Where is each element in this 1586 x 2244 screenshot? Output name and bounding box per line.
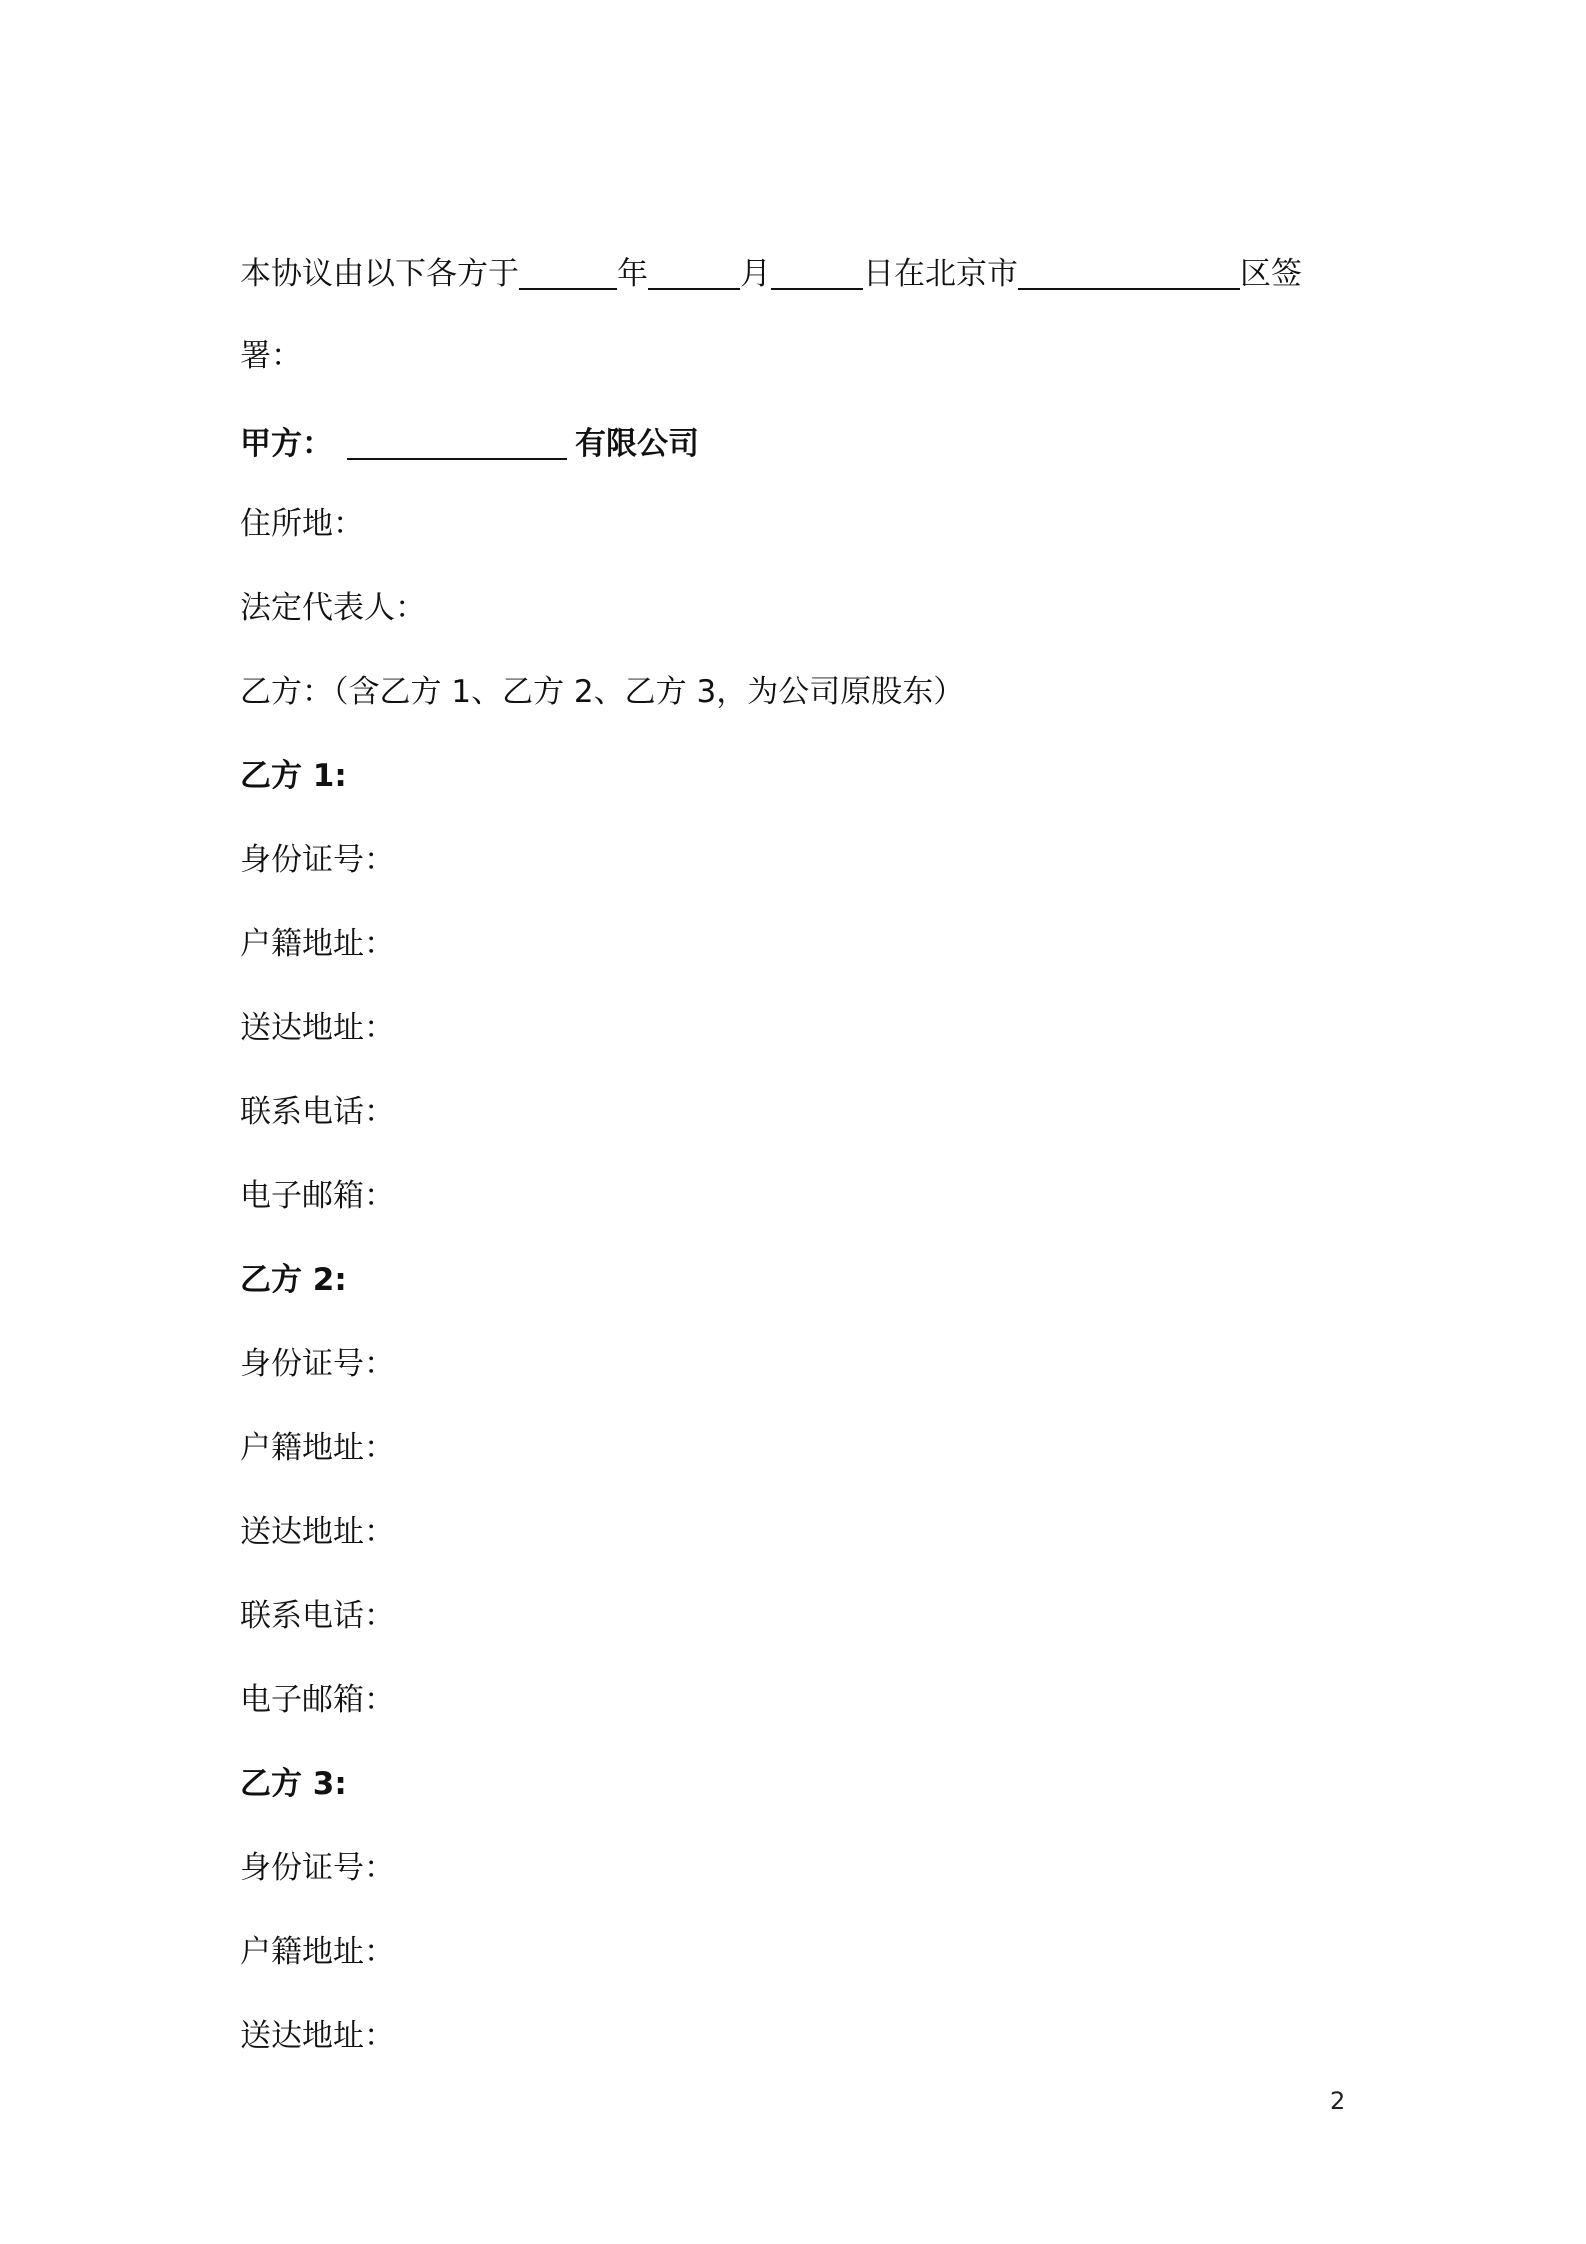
intro-day-place: 日在北京市 <box>863 256 1018 292</box>
party-a-address: 住所地： <box>240 506 364 542</box>
party-a-company-suffix: 有限公司 <box>575 426 699 462</box>
party-b1-household-address: 户籍地址： <box>240 926 395 962</box>
party-b2-email: 电子邮箱： <box>240 1682 395 1718</box>
party-b3-delivery-address: 送达地址： <box>240 2018 395 2054</box>
party-a-legal-rep: 法定代表人： <box>240 590 426 626</box>
month-blank[interactable] <box>648 254 740 290</box>
intro-month: 月 <box>740 256 771 292</box>
company-name-blank[interactable] <box>347 424 567 460</box>
party-b2-title: 乙方 2: <box>240 1262 347 1298</box>
party-b3-household-address: 户籍地址： <box>240 1934 395 1970</box>
party-b-intro: 乙方：（含乙方 1、乙方 2、乙方 3，为公司原股东） <box>240 674 965 710</box>
party-b1-id: 身份证号： <box>240 842 395 878</box>
intro-line <box>240 252 1302 296</box>
year-blank[interactable] <box>519 254 617 290</box>
intro-continuation: 署： <box>240 338 302 374</box>
intro-district-sign: 区签 <box>1240 256 1302 292</box>
party-b1-title: 乙方 1: <box>240 758 347 794</box>
party-b3-title: 乙方 3: <box>240 1766 347 1802</box>
day-blank[interactable] <box>771 254 863 290</box>
page-number: 2 <box>1330 2087 1346 2115</box>
party-b1-delivery-address: 送达地址： <box>240 1010 395 1046</box>
intro-year: 年 <box>617 256 648 292</box>
party-b2-household-address: 户籍地址： <box>240 1430 395 1466</box>
party-b1-email: 电子邮箱： <box>240 1178 395 1214</box>
intro-prefix: 本协议由以下各方于 <box>240 256 519 292</box>
party-b2-id: 身份证号： <box>240 1346 395 1382</box>
party-a-label: 甲方： <box>240 426 333 462</box>
party-b2-phone: 联系电话： <box>240 1598 395 1634</box>
party-b3-id: 身份证号： <box>240 1850 395 1886</box>
party-b2-delivery-address: 送达地址： <box>240 1514 395 1550</box>
district-blank[interactable] <box>1018 254 1240 290</box>
party-a-line <box>240 422 699 466</box>
party-b1-phone: 联系电话： <box>240 1094 395 1130</box>
